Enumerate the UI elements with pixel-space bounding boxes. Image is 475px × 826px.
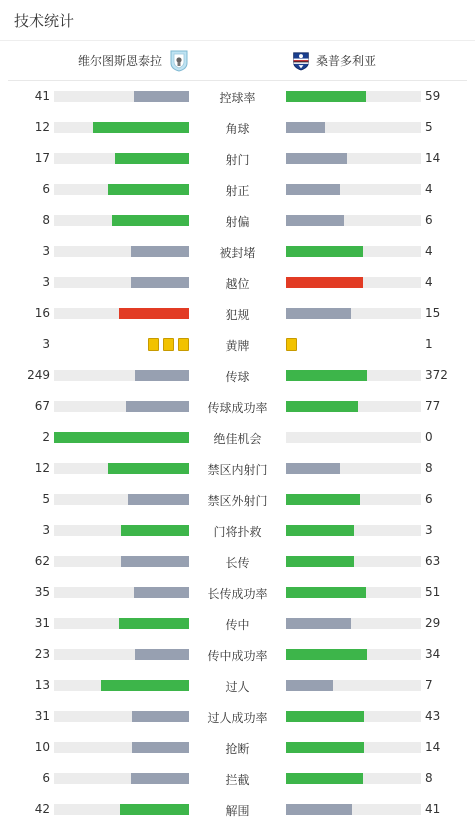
stat-row [0,329,475,360]
stat-row [0,670,475,701]
home-bar-fill [119,618,189,629]
home-bar-track [54,773,189,784]
virtus-entella-crest-icon [170,50,188,72]
page-title: 技术统计 [14,12,75,30]
home-value: 41 [34,89,50,103]
home-value: 6 [42,182,50,196]
stat-row [0,205,475,236]
home-bar-track [54,463,189,474]
stat-row [0,143,475,174]
away-bar-track [286,401,421,412]
home-bar-track [54,277,189,288]
away-team-name: 桑普多利亚 [316,54,377,68]
away-value: 34 [425,647,441,661]
stat-row [0,174,475,205]
home-bar-fill [132,742,189,753]
stat-label: 拦截 [225,773,250,787]
home-value: 31 [34,709,50,723]
home-value: 23 [34,647,50,661]
away-value: 5 [425,120,433,134]
stat-label: 门将扑救 [213,525,262,539]
home-value: 3 [42,523,50,537]
home-value: 5 [42,492,50,506]
stat-label: 射正 [225,184,250,198]
stat-label: 传中成功率 [207,649,268,663]
away-bar-fill [286,525,354,536]
away-bar-track [286,432,421,443]
away-bar-fill [286,494,360,505]
home-bar-track [54,215,189,226]
home-bar-track [54,184,189,195]
home-value: 12 [34,120,50,134]
home-value: 249 [27,368,50,382]
home-value: 2 [42,430,50,444]
home-bar-track [54,587,189,598]
away-value: 6 [425,492,433,506]
stat-label: 被封堵 [219,246,256,260]
away-bar-track [286,587,421,598]
stat-row [0,794,475,825]
away-bar-fill [286,184,340,195]
home-bar-fill [121,556,189,567]
away-value: 8 [425,771,433,785]
away-value: 372 [425,368,448,382]
home-value: 12 [34,461,50,475]
away-bar-fill [286,711,364,722]
away-bar-fill [286,277,363,288]
away-value: 1 [425,337,433,351]
home-bar-track [54,246,189,257]
home-team [78,41,188,80]
away-bar-track [286,494,421,505]
yellow-card-icon [178,338,189,351]
home-value: 3 [42,244,50,258]
away-bar-track [286,649,421,660]
home-bar-fill [134,91,189,102]
home-bar-track [54,308,189,319]
away-value: 51 [425,585,441,599]
home-bar-fill [126,401,189,412]
stat-row [0,608,475,639]
stat-label: 黄牌 [225,339,250,353]
home-bar-track [54,525,189,536]
home-bar-fill [131,246,189,257]
home-value: 10 [34,740,50,754]
stat-row [0,236,475,267]
stat-row [0,267,475,298]
stat-label: 过人成功率 [207,711,268,725]
away-bar-fill [286,401,358,412]
away-bar-track [286,91,421,102]
stat-label: 传球 [225,370,250,384]
away-value: 6 [425,213,433,227]
home-bar-track [54,804,189,815]
stat-label: 射偏 [225,215,250,229]
home-bar-fill [112,215,189,226]
home-bar-track [54,649,189,660]
stat-label: 传中 [225,618,250,632]
stat-row [0,701,475,732]
home-bar-track [54,401,189,412]
yellow-card-icon [286,338,297,351]
away-bar-track [286,184,421,195]
away-bar-fill [286,215,344,226]
home-value: 6 [42,771,50,785]
stat-row [0,732,475,763]
away-bar-fill [286,91,366,102]
home-bar-fill [131,773,189,784]
home-bar-fill [120,804,189,815]
stat-row [0,112,475,143]
away-bar-track [286,153,421,164]
stat-label: 过人 [225,680,250,694]
away-bar-fill [286,556,354,567]
home-bar-fill [101,680,189,691]
away-bar-track [286,618,421,629]
away-bar-fill [286,370,367,381]
home-value: 62 [34,554,50,568]
stat-label: 禁区内射门 [207,463,268,477]
stat-label: 角球 [225,122,250,136]
home-value: 16 [34,306,50,320]
stat-row [0,422,475,453]
home-bar-track [54,711,189,722]
home-bar-track [54,370,189,381]
away-bar-track [286,556,421,567]
home-bar-fill [121,525,189,536]
away-value: 29 [425,616,441,630]
home-bar-fill [135,370,189,381]
stat-label: 长传成功率 [207,587,268,601]
stat-label: 射门 [225,153,250,167]
away-bar-fill [286,773,363,784]
home-bar-track [54,494,189,505]
home-yellow-cards [148,338,189,351]
stat-label: 犯规 [225,308,250,322]
away-bar-track [286,742,421,753]
away-bar-fill [286,649,367,660]
home-bar-track [54,432,189,443]
home-value: 35 [34,585,50,599]
away-bar-fill [286,587,366,598]
stat-row [0,298,475,329]
home-value: 31 [34,616,50,630]
header [0,0,475,41]
home-bar-track [54,91,189,102]
home-value: 42 [34,802,50,816]
away-bar-fill [286,308,351,319]
home-bar-fill [93,122,189,133]
home-team-name: 维尔图斯恩泰拉 [78,54,163,68]
stat-label: 禁区外射门 [207,494,268,508]
home-bar-fill [115,153,189,164]
away-value: 41 [425,802,441,816]
away-value: 43 [425,709,441,723]
home-bar-fill [128,494,189,505]
home-value: 13 [34,678,50,692]
away-value: 63 [425,554,441,568]
home-bar-fill [132,711,189,722]
stat-row [0,391,475,422]
away-value: 77 [425,399,441,413]
stat-label: 长传 [225,556,250,570]
away-bar-track [286,773,421,784]
home-bar-fill [54,432,189,443]
away-bar-fill [286,122,325,133]
stat-label: 绝佳机会 [213,432,262,446]
away-bar-fill [286,153,347,164]
stat-label: 解围 [225,804,250,818]
away-bar-track [286,277,421,288]
stat-row [0,763,475,794]
home-bar-track [54,680,189,691]
away-bar-fill [286,804,352,815]
stat-row [0,453,475,484]
away-yellow-cards [286,338,297,351]
stat-label: 控球率 [219,91,256,105]
team-header [8,41,467,81]
home-bar-track [54,556,189,567]
home-value: 67 [34,399,50,413]
home-bar-fill [108,463,189,474]
sampdoria-crest-icon [292,50,310,72]
home-bar-track [54,122,189,133]
away-value: 4 [425,275,433,289]
home-value: 8 [42,213,50,227]
away-bar-track [286,246,421,257]
away-value: 14 [425,740,441,754]
away-bar-fill [286,618,351,629]
away-value: 4 [425,244,433,258]
away-bar-track [286,463,421,474]
away-value: 0 [425,430,433,444]
yellow-card-icon [163,338,174,351]
home-bar-fill [135,649,189,660]
stat-row [0,484,475,515]
away-value: 3 [425,523,433,537]
stat-row [0,515,475,546]
away-bar-track [286,215,421,226]
stat-label: 抢断 [225,742,250,756]
home-bar-track [54,618,189,629]
stat-label: 传球成功率 [207,401,268,415]
home-bar-track [54,742,189,753]
away-bar-track [286,308,421,319]
away-value: 4 [425,182,433,196]
away-value: 7 [425,678,433,692]
away-team [292,41,376,80]
away-bar-track [286,680,421,691]
away-bar-track [286,804,421,815]
away-value: 15 [425,306,441,320]
away-bar-track [286,370,421,381]
away-value: 59 [425,89,441,103]
stat-row [0,639,475,670]
home-bar-fill [119,308,189,319]
away-bar-track [286,122,421,133]
stat-row [0,546,475,577]
stats-list [0,81,475,825]
away-bar-fill [286,680,333,691]
away-bar-track [286,525,421,536]
yellow-card-icon [148,338,159,351]
home-value: 17 [34,151,50,165]
home-bar-fill [134,587,189,598]
stat-row [0,360,475,391]
away-value: 8 [425,461,433,475]
home-value: 3 [42,337,50,351]
away-bar-fill [286,463,340,474]
stat-row [0,81,475,112]
away-bar-fill [286,246,363,257]
stat-label: 越位 [225,277,250,291]
away-bar-track [286,711,421,722]
stat-row [0,577,475,608]
away-bar-fill [286,742,364,753]
home-bar-fill [131,277,189,288]
home-bar-fill [108,184,189,195]
away-value: 14 [425,151,441,165]
home-value: 3 [42,275,50,289]
home-bar-track [54,153,189,164]
